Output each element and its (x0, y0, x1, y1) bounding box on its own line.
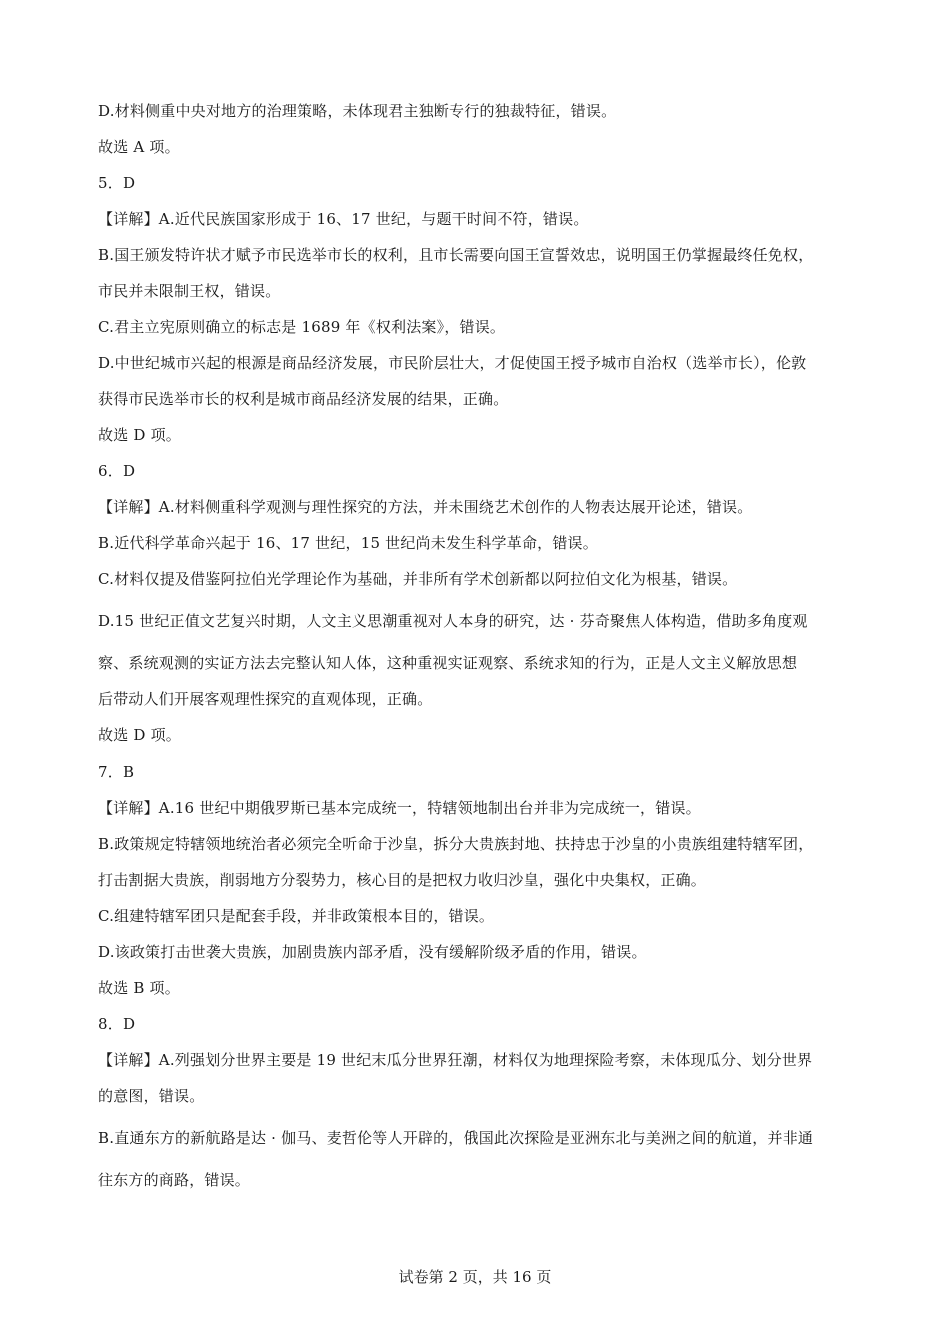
text-line: 打击割据大贵族，削弱地方分裂势力，核心目的是把权力收归沙皇，强化中央集权，正确。 (98, 871, 707, 889)
text-line: D.15 世纪正值文艺复兴时期，人文主义思潮重视对人本身的研究，达 · 芬奇聚焦人体构造，借助多角度观 (98, 612, 808, 630)
text-line: 故选 A 项。 (98, 138, 180, 156)
text-line: 往东方的商路，错误。 (98, 1171, 251, 1189)
text-line: 【详解】A.材料侧重科学观测与理性探究的方法，并未围绕艺术创作的人物表达展开论述，错误。 (98, 498, 753, 516)
text-line: C.君主立宪原则确立的标志是 1689 年《权利法案》，错误。 (98, 318, 506, 336)
text-line: 故选 D 项。 (98, 726, 181, 744)
text-line: C.组建特辖军团只是配套手段，并非政策根本目的，错误。 (98, 907, 495, 925)
page-footer: 试卷第 2 页，共 16 页 (398, 1268, 552, 1286)
answer-heading: 7．B (98, 763, 135, 781)
text-line: 获得市民选举市长的权利是城市商品经济发展的结果，正确。 (98, 390, 509, 408)
text-line: 【详解】A.列强划分世界主要是 19 世纪末瓜分世界狂潮，材料仅为地理探险考察，未体现瓜分、划分世界 (98, 1051, 813, 1069)
text-line: 后带动人们开展客观理性探究的直观体现，正确。 (98, 690, 433, 708)
text-line: 【详解】A.16 世纪中期俄罗斯已基本完成统一，特辖领地制出台并非为完成统一，错误。 (98, 799, 701, 817)
text-line: 故选 D 项。 (98, 426, 181, 444)
text-line: 的意图，错误。 (98, 1087, 205, 1105)
answer-heading: 6．D (98, 462, 136, 480)
text-line: C.材料仅提及借鉴阿拉伯光学理论作为基础，并非所有学术创新都以阿拉伯文化为根基，错误。 (98, 570, 738, 588)
text-line: 察、系统观测的实证方法去完整认知人体，这种重视实证观察、系统求知的行为，正是人文主义解放思想 (98, 654, 798, 672)
text-line: 市民并未限制王权，错误。 (98, 282, 281, 300)
answer-heading: 5．D (98, 174, 136, 192)
answer-heading: 8．D (98, 1015, 136, 1033)
text-line: B.国王颁发特许状才赋予市民选举市长的权利，且市长需要向国王宣誓效忠，说明国王仍掌握最终任免权， (98, 246, 814, 264)
text-line: 【详解】A.近代民族国家形成于 16、17 世纪，与题干时间不符，错误。 (98, 210, 589, 228)
text-line: B.直通东方的新航路是达 · 伽马、麦哲伦等人开辟的，俄国此次探险是亚洲东北与美洲之间的航道，并非通 (98, 1129, 814, 1147)
text-line: D.中世纪城市兴起的根源是商品经济发展，市民阶层壮大，才促使国王授予城市自治权（选举市长），伦敦 (98, 354, 807, 372)
text-line: B.近代科学革命兴起于 16、17 世纪，15 世纪尚未发生科学革命，错误。 (98, 534, 598, 552)
text-line: D.该政策打击世袭大贵族，加剧贵族内部矛盾，没有缓解阶级矛盾的作用，错误。 (98, 943, 647, 961)
text-line: B.政策规定特辖领地统治者必须完全听命于沙皇，拆分大贵族封地、扶持忠于沙皇的小贵族组建特辖军团， (98, 835, 814, 853)
text-line: 故选 B 项。 (98, 979, 180, 997)
text-line: D.材料侧重中央对地方的治理策略，未体现君主独断专行的独裁特征，错误。 (98, 102, 617, 120)
